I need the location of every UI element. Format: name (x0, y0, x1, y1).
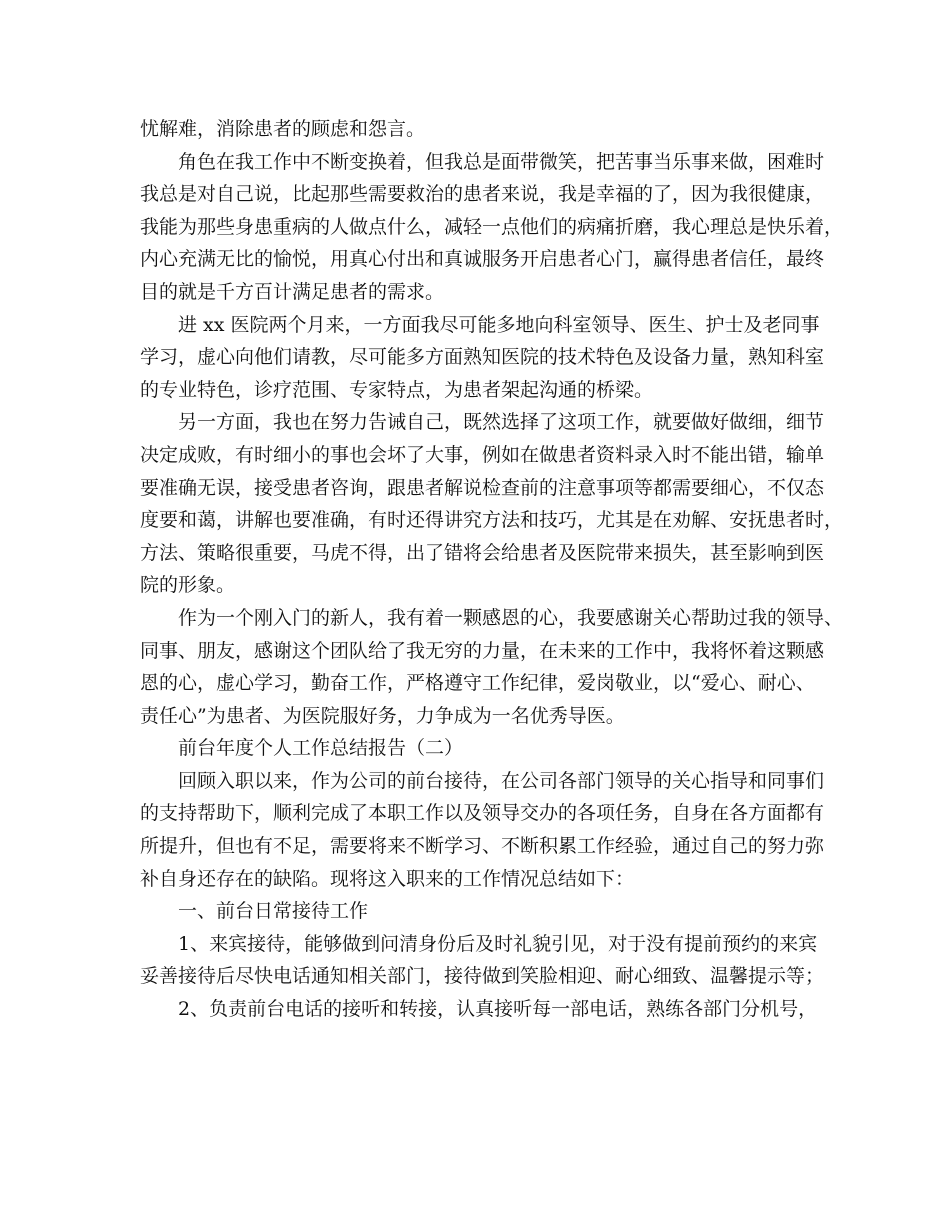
text-line: 一、前台日常接待工作 (178, 900, 369, 923)
text-line: 1、来宾接待，能够做到问清身份后及时礼貌引见，对于没有提前预约的来宾 (178, 932, 818, 955)
text-line: 学习，虚心向他们请教，尽可能多方面熟知医院的技术特色及设备力量，熟知科室 (140, 346, 825, 369)
text-line: 角色在我工作中不断变换着，但我总是面带微笑，把苦事当乐事来做，困难时 (178, 150, 825, 173)
text-line: 我能为那些身患重病的人做点什么，减轻一点他们的病痛折磨，我心理总是快乐着， (140, 215, 844, 238)
text-line: 妥善接待后尽快电话通知相关部门，接待做到笑脸相迎、耐心细致、温馨提示等； (140, 965, 825, 988)
text-line: 决定成败，有时细小的事也会坏了大事，例如在做患者资料录入时不能出错，输单 (140, 443, 825, 466)
text-line: 回顾入职以来，作为公司的前台接待，在公司各部门领导的关心指导和同事们 (178, 769, 825, 792)
text-line: 忧解难，消除患者的顾虑和怨言。 (140, 118, 426, 140)
text-line: 进 xx 医院两个月来，一方面我尽可能多地向科室领导、医生、护士及老同事 (178, 313, 820, 336)
text-line: 恩的心，虚心学习，勤奋工作，严格遵守工作纪律，爱岗敬业，以“爱心、耐心、 (140, 672, 815, 695)
text-line: 方法、策略很重要，马虎不得，出了错将会给患者及医院带来损失，甚至影响到医 (140, 541, 825, 564)
text-line: 所提升，但也有不足，需要将来不断学习、不断积累工作经验，通过自己的努力弥 (140, 835, 825, 858)
text-line: 度要和蔼，讲解也要准确，有时还得讲究方法和技巧，尤其是在劝解、安抚患者时， (140, 509, 844, 532)
text-line: 补自身还存在的缺陷。现将这入职来的工作情况总结如下： (140, 867, 635, 890)
text-line: 我总是对自己说，比起那些需要救治的患者来说，我是幸福的了，因为我很健康， (140, 183, 825, 206)
text-line: 2、负责前台电话的接听和转接，认真接听每一部电话，熟练各部门分机号， (178, 998, 818, 1021)
text-line: 院的形象。 (140, 574, 236, 597)
text-line: 另一方面，我也在努力告诫自己，既然选择了这项工作，就要做好做细，细节 (178, 411, 825, 434)
text-line: 的支持帮助下，顺利完成了本职工作以及领导交办的各项任务，自身在各方面都有 (140, 802, 825, 825)
text-line: 前台年度个人工作总结报告（二） (178, 737, 464, 760)
text-line: 内心充满无比的愉悦，用真心付出和真诚服务开启患者心门，赢得患者信任，最终 (140, 248, 825, 271)
document-body (140, 113, 844, 1026)
text-line: 目的就是千方百计满足患者的需求。 (140, 280, 445, 303)
text-line: 要准确无误，接受患者咨询，跟患者解说检查前的注意事项等都需要细心，不仅态 (140, 476, 825, 499)
text-line: 的专业特色，诊疗范围、专家特点，为患者架起沟通的桥梁。 (140, 378, 654, 401)
text-line: 作为一个刚入门的新人，我有着一颗感恩的心，我要感谢关心帮助过我的领导、 (178, 606, 844, 629)
text-line: 同事、朋友，感谢这个团队给了我无穷的力量，在未来的工作中，我将怀着这颗感 (140, 639, 825, 662)
text-line: 责任心”为患者、为医院服好务，力争成为一名优秀导医。 (140, 704, 625, 727)
